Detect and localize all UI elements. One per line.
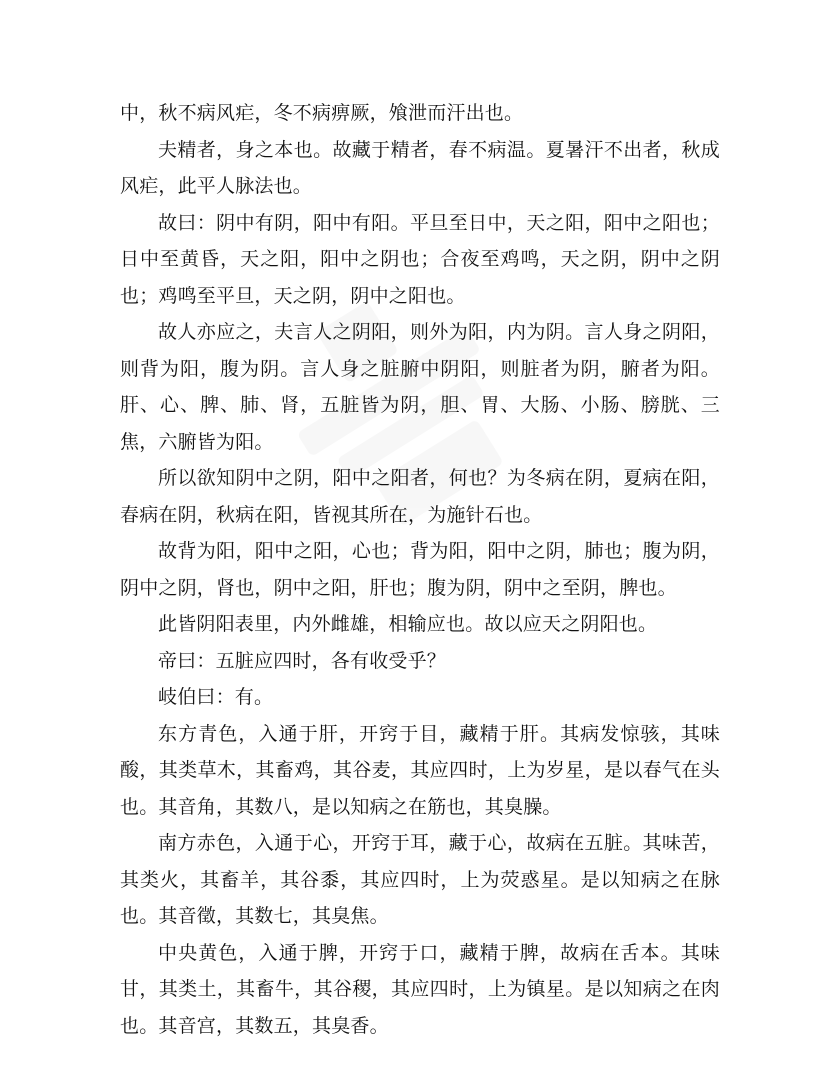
paragraph: 所以欲知阴中之阴，阳中之阳者，何也？为冬病在阴，夏病在阳，春病在阴，秋病在阳，皆视其所在，为施针石也。: [120, 467, 720, 526]
paragraph: 夫精者，身之本也。故藏于精者，春不病温。夏暑汗不出者，秋成风疟，此平人脉法也。: [120, 138, 720, 197]
paragraph: 东方青色，入通于肝，开窍于目，藏精于肝。其病发惊骇，其味酸，其类草木，其畜鸡，其谷麦，其应四时，上为岁星，是以春气在头也。其音角，其数八，是以知病之在筋也，其臭臊。: [120, 722, 720, 818]
document-body: [120, 95, 720, 1044]
paragraph: 中央黄色，入通于脾，开窍于口，藏精于脾，故病在舌本。其味甘，其类土，其畜牛，其谷稷，其应四时，上为镇星。是以知病之在肉也。其音宫，其数五，其臭香。: [120, 941, 720, 1037]
paragraph: 故曰：阴中有阴，阳中有阳。平旦至日中，天之阳，阳中之阳也；日中至黄昏，天之阳，阳中之阴也；合夜至鸡鸣，天之阴，阴中之阴也；鸡鸣至平旦，天之阴，阴中之阳也。: [120, 211, 720, 307]
paragraph: 此皆阴阳表里，内外雌雄，相输应也。故以应天之阴阳也。: [158, 613, 658, 635]
paragraph: 南方赤色，入通于心，开窍于耳，藏于心，故病在五脏。其味苦，其类火，其畜羊，其谷黍，其应四时，上为荧惑星。是以知病之在脉也。其音徵，其数七，其臭焦。: [120, 832, 720, 927]
paragraph: 故人亦应之，夫言人之阴阳，则外为阳，内为阴。言人身之阴阳，则背为阳，腹为阴。言人身之脏腑中阴阳，则脏者为阴，腑者为阳。肝、心、脾、肺、肾，五脏皆为阴，胆、胃、大肠、小肠、膀胱、三焦，六腑皆为阳。: [120, 321, 720, 453]
paragraph: 故背为阳，阳中之阳，心也；背为阳，阳中之阴，肺也；腹为阴，阴中之阴，肾也，阴中之阳，肝也；腹为阴，阴中之至阴，脾也。: [120, 540, 720, 599]
paragraph: 中，秋不病风疟，冬不病痹厥，飧泄而汗出也。: [120, 102, 524, 124]
paragraph: 岐伯曰：有。: [158, 686, 274, 708]
paragraph: 帝曰：五脏应四时，各有收受乎？: [158, 649, 447, 672]
